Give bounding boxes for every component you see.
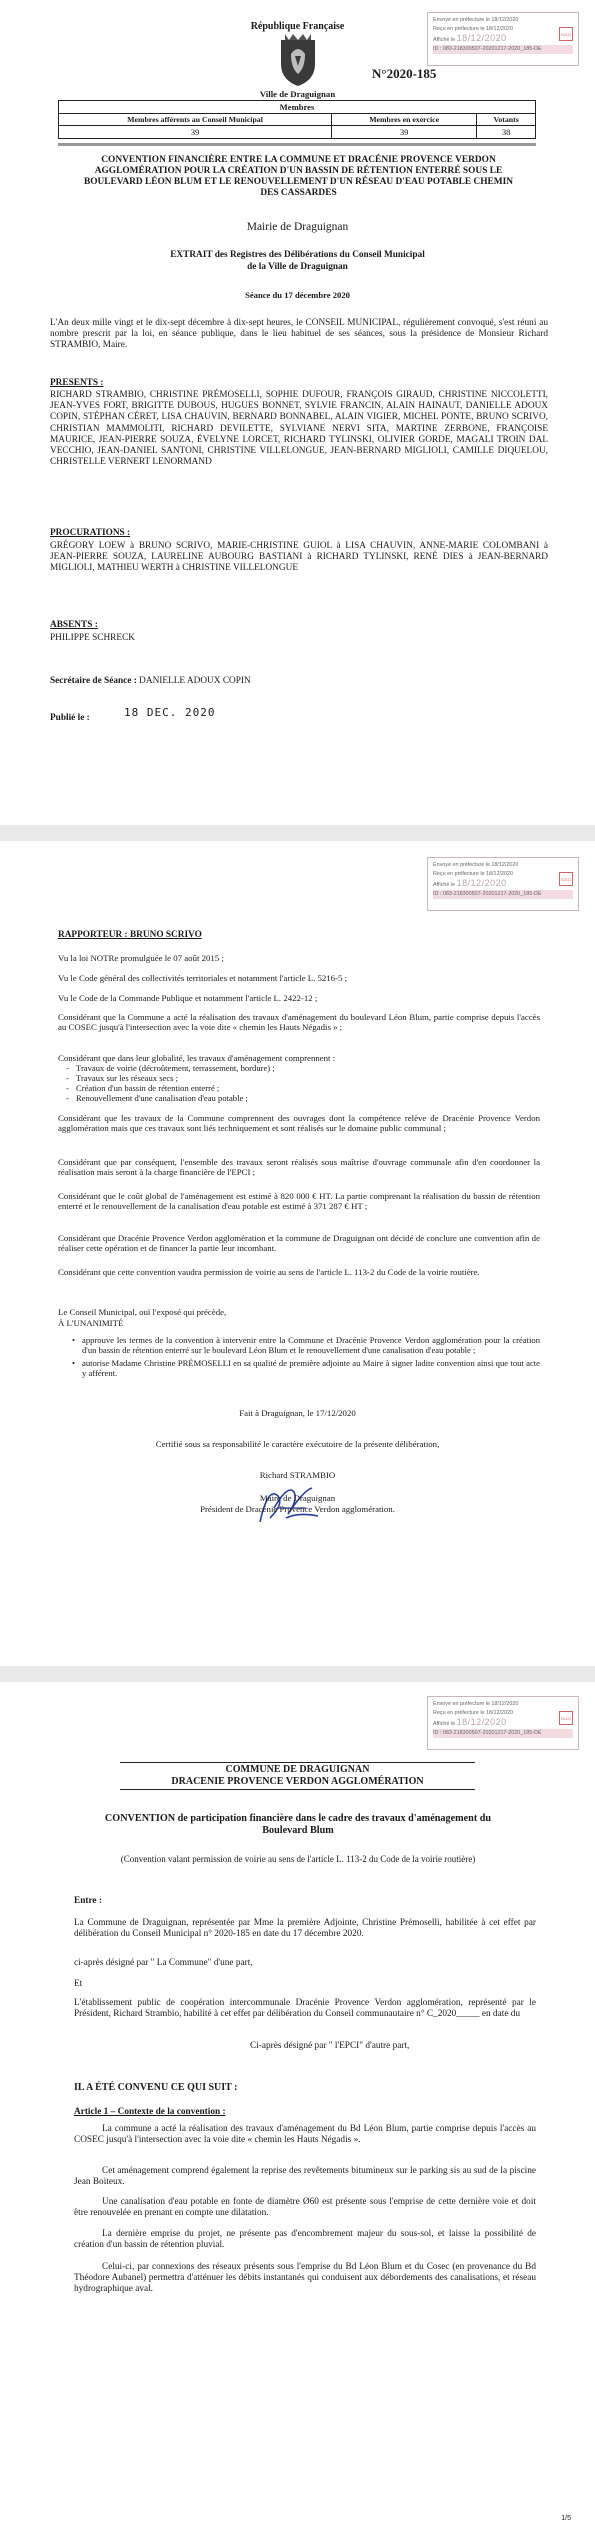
mairie-heading: Mairie de Draguignan bbox=[246, 221, 349, 233]
seance-date: Séance du 17 décembre 2020 bbox=[245, 290, 350, 300]
considerant-3: Considérant que les travaux de la Commune comprennent des ouvrages dont la compétence relève de Dracénie Provence Verdon agglomération mais que ces travaux sont liés techniquement et sont réalisés sur le domaine public communal ; bbox=[58, 1113, 540, 1133]
list-item: - Création d'un bassin de rétention enterré ; bbox=[66, 1083, 275, 1093]
publie-date-stamp: 18 DEC. 2020 bbox=[124, 706, 216, 719]
considerant-6: Considérant que Dracénie Provence Verdon agglomération et la commune de Draguignan ont décidé de conclure une convention afin de réaliser cette opération et de financer la partie leur incombant. bbox=[58, 1233, 540, 1253]
secretaire-label: Secrétaire de Séance : bbox=[50, 676, 137, 686]
unanimite: À L'UNANIMITÉ bbox=[58, 1318, 124, 1328]
signer-role-1: Maire de Draguignan bbox=[259, 1493, 336, 1503]
list-item: - Travaux sur les réseaux secs ; bbox=[66, 1073, 275, 1083]
absents-label: ABSENTS : bbox=[50, 620, 98, 630]
members-col-afferents: Membres afférents au Conseil Municipal bbox=[59, 114, 332, 126]
extrait-line-2: de la Ville de Draguignan bbox=[247, 262, 348, 272]
members-val-exercice: 39 bbox=[332, 126, 477, 139]
article-1-para-2: Cet aménagement comprend également la reprise des revêtements bitumineux sur le parking sis au sud de la piscine Jean Boiteux. bbox=[74, 2166, 536, 2187]
header-rule-top bbox=[120, 1762, 475, 1763]
secretaire-name: DANIELLE ADOUX COPIN bbox=[139, 676, 251, 686]
extrait-line-1: EXTRAIT des Registres des Délibérations du Conseil Municipal bbox=[170, 250, 425, 260]
et-label: Et bbox=[74, 1979, 83, 1989]
members-val-afferents: 39 bbox=[59, 126, 332, 139]
convention-subtitle: (Convention valant permission de voirie au sens de l'article L. 113-2 du Code de la voirie routière) bbox=[120, 1854, 476, 1864]
s2lo-icon: S2LO bbox=[559, 27, 573, 41]
article-1-para-4: La dernière emprise du projet, ne présente pas d'encombrement majeur du sous-sol, et laisse la possibilité de création d'un bassin de rétention pluvial. bbox=[74, 2229, 536, 2250]
list-item: - Travaux de voirie (décroûtement, terrassement, bordure) ; bbox=[66, 1063, 275, 1073]
list-item: - Renouvellement d'une canalisation d'eau potable ; bbox=[66, 1093, 275, 1103]
party-commune: La Commune de Draguignan, représentée par Mme la première Adjointe, Christine Prémoselli, habilitée à cet effet par délibération du Conseil Municipal n° 2020-185 en date du 17 décembre 2020. bbox=[74, 1918, 536, 1939]
party-epci-designation: Ci-après désigné par " l'EPCI" d'autre part, bbox=[250, 2041, 410, 2051]
article-1-para-1: La commune a acté la réalisation des travaux d'aménagement du Bd Léon Blum, partie comprise depuis l'accès au COSEC jusqu'à l'intersection avec la voie dite « chemin les Hauts Négadis ». bbox=[74, 2124, 536, 2145]
s2lo-icon: S2LO bbox=[559, 1711, 573, 1725]
absents-list: PHILIPPE SCHRECK bbox=[50, 633, 135, 643]
members-val-votants: 38 bbox=[477, 126, 536, 139]
city-crest-icon bbox=[275, 30, 321, 88]
rapporteur: RAPPORTEUR : BRUNO SCRIVO bbox=[58, 930, 202, 940]
procurations-list: GRÉGORY LOEW à BRUNO SCRIVO, MARIE-CHRISTINE GUIOL à LISA CHAUVIN, ANNE-MARIE COLOMBANI à JEAN-PIERRE SOUZA, LAURELINE AUBOURG BASTIANI à RICHARD TYLINSKI, RENÉ DIES à JEAN-BERNARD MIGLIOLI, MATHIEU WERTH à CHRISTINE VILLELONGUE bbox=[50, 541, 548, 574]
procurations-label: PROCURATIONS : bbox=[50, 528, 131, 538]
article-1-para-3: Une canalisation d'eau potable en fonte de diamètre Ø60 est présente sous l'emprise de cette dernière voie et doit être renouvelée en prenant en compte une dilatation. bbox=[74, 2197, 536, 2218]
considerant-1: Considérant que la Commune a acté la réalisation des travaux d'aménagement du boulevard Léon Blum, partie comprise depuis l'accès au COSEC jusqu'à l'intersection avec la voie dite « chemin les Hauts Négadis » ; bbox=[58, 1012, 540, 1032]
entre-label: Entre : bbox=[74, 1896, 102, 1906]
deliberation-number: N°2020-185 bbox=[372, 66, 437, 81]
convenu-heading: IL A ÉTÉ CONVENU CE QUI SUIT : bbox=[74, 2082, 238, 2093]
page-number: 1/5 bbox=[561, 2515, 571, 2522]
presents-list: RICHARD STRAMBIO, CHRISTINE PRÉMOSELLI, SOPHIE DUFOUR, FRANÇOIS GIRAUD, CHRISTINE NICCOLETTI, JEAN-YVES FORT, BRIGITTE DUBOUS, HUGUES BONNET, SYLVIE FRANCIN, ALAIN HAINAUT, DANIELLE ADOUX COPIN, STÉPHAN CÉRET, LISA CHAUVIN, BERNARD BONNABEL, ALAIN VIGIER, MICHEL PONTE, BRUNO SCRIVO, CHRISTIAN MAMMOLITI, RICHARD DEVILETTE, SYLVIANE NERVI SITA, MARTINE ZERBONE, FRANÇOISE MAURICE, JEAN-PIERRE SOUZA, ÉVELYNE LORCET, RICHARD TYLINSKI, OLIVIER GORDE, MAGALI TROIN DAL VECCHIO, JEAN-DANIEL SANTONI, CHRISTINE VILLELONGUE, JEAN-BERNARD MIGLIOLI, CAMILLE DIQUELOU, CHRISTELLE VERNERT LENORMAND bbox=[50, 390, 548, 468]
list-item: • autorise Madame Christine PRÉMOSELLI en sa qualité de première adjointe au Maire à signer ladite convention ainsi que tout acte y afférent. bbox=[72, 1358, 540, 1378]
party-commune-designation: ci-après désigné par " La Commune" d'une part, bbox=[74, 1958, 253, 1968]
intro-paragraph: L'An deux mille vingt et le dix-sept décembre à dix-sept heures, le CONSEIL MUNICIPAL, régulièrement convoqué, s'est réuni au nombre prescrit par la loi, en séance publique, dans le lieu habituel de ses séances, sous la présidence de Monsieur Richard STRAMBIO, Maire. bbox=[50, 318, 548, 351]
presents-label: PRESENTS : bbox=[50, 378, 104, 388]
list-item: • approuve les termes de la convention à intervenir entre la Commune et Dracénie Provence Verdon agglomération pour la création d'un bassin de rétention enterré sur le boulevard Léon Blum et le renouvellement d'une canalisation d'eau potable ; bbox=[72, 1335, 540, 1355]
divider bbox=[58, 143, 536, 146]
deliberation-title: CONVENTION FINANCIÈRE ENTRE LA COMMUNE ET DRACÉNIE PROVENCE VERDON AGGLOMÉRATION POUR LA CRÉATION D'UN BASSIN DE RÉTENTION ENTERRÉ SOUS LE BOULEVARD LÉON BLUM ET LE RENOUVELLEMENT D'UN RÉSEAU D'EAU POTABLE CHEMIN DES CASSARDES bbox=[83, 155, 514, 198]
convention-title: CONVENTION de participation financière dans le cadre des travaux d'aménagement du Boulevard Blum bbox=[104, 1813, 492, 1836]
article-1-para-5: Celui-ci, par connexions des réseaux présents sous l'emprise du Bd Léon Blum et du Cosec (en provenance du Bd Théodore Aubanel) permettra d'atténuer les débits instantanés qui conduisent aux débordements des canalisations, et réseau hydrographique aval. bbox=[74, 2262, 536, 2294]
party-epci: L'établissement public de coopération intercommunale Dracénie Provence Verdon agglomération, représenté par le Président, Richard Strambio, habilité à cet effet par délibération du Conseil communautaire n° C_2020_____ en date du bbox=[74, 1998, 536, 2019]
vu-2: Vu le Code général des collectivités territoriales et notamment l'article L. 5216-5 ; bbox=[58, 973, 348, 983]
header-agglomeration: DRACENIE PROVENCE VERDON AGGLOMÉRATION bbox=[171, 1776, 424, 1787]
publie-label: Publié le : bbox=[50, 713, 90, 723]
members-col-exercice: Membres en exercice bbox=[332, 114, 477, 126]
page-2 bbox=[0, 841, 595, 1666]
header-commune: COMMUNE DE DRAGUIGNAN bbox=[225, 1764, 370, 1775]
vu-3: Vu le Code de la Commande Publique et notamment l'article L. 2422-12 ; bbox=[58, 993, 318, 1003]
s2lo-icon: S2LO bbox=[559, 872, 573, 886]
members-header: Membres bbox=[59, 101, 536, 114]
members-table bbox=[58, 100, 536, 139]
decisions-list bbox=[72, 1335, 540, 1378]
signer-role-2: Président de Dracénie Provence Verdon agglomération. bbox=[200, 1504, 395, 1514]
considerant-2-list bbox=[66, 1063, 275, 1103]
considerant-7: Considérant que cette convention vaudra permission de voirie au sens de l'article L. 113-2 du Code de la voirie routière. bbox=[58, 1267, 480, 1277]
republic-heading: République Française bbox=[250, 21, 345, 32]
considerant-4: Considérant que par conséquent, l'ensemble des travaux seront réalisés sous maîtrise d'ouvrage communale afin d'en coordonner la réalisation mais seront à la charge financière de l'EPCI ; bbox=[58, 1157, 540, 1177]
conseil-line: Le Conseil Municipal, ouï l'exposé qui précède, bbox=[58, 1307, 227, 1317]
city-name: Ville de Draguignan bbox=[259, 89, 336, 99]
certifie: Certifié sous sa responsabilité le caractère exécutoire de la présente délibération, bbox=[155, 1439, 440, 1449]
considerant-5: Considérant que le coût global de l'aménagement est estimé à 820 000 € HT. La partie comprenant la réalisation du bassin de rétention enterré et le renouvellement de la canalisation d'eau potable est estimé à 371 287 € HT ; bbox=[58, 1191, 540, 1211]
article-1-heading: Article 1 – Contexte de la convention : bbox=[74, 2107, 226, 2117]
prefecture-stamp: Envoyé en préfecture le 18/12/2020 Reçu en préfecture le 18/12/2020 Affiché le 18/12/2020 ID : 083-218300507-20201217-2020_185-DE S2LO bbox=[427, 857, 579, 911]
page-3 bbox=[0, 1682, 595, 2536]
fait-a: Fait à Draguignan, le 17/12/2020 bbox=[239, 1408, 356, 1418]
prefecture-stamp: Envoyé en préfecture le 18/12/2020 Reçu en préfecture le 18/12/2020 Affiché le 18/12/2020 ID : 083-218300507-20201217-2020_185-DE S2LO bbox=[427, 12, 579, 66]
considerant-2-intro: Considérant que dans leur globalité, les travaux d'aménagement comprennent : bbox=[58, 1053, 336, 1063]
page-1 bbox=[0, 0, 595, 825]
prefecture-stamp: Envoyé en préfecture le 18/12/2020 Reçu en préfecture le 18/12/2020 Affiché le 18/12/2020 ID : 083-218300507-20201217-2020_185-DE S2LO bbox=[427, 1696, 579, 1750]
signer-name: Richard STRAMBIO bbox=[259, 1470, 336, 1480]
vu-1: Vu la loi NOTRe promulguée le 07 août 2015 ; bbox=[58, 953, 224, 963]
header-rule-bottom bbox=[120, 1789, 475, 1790]
members-col-votants: Votants bbox=[477, 114, 536, 126]
